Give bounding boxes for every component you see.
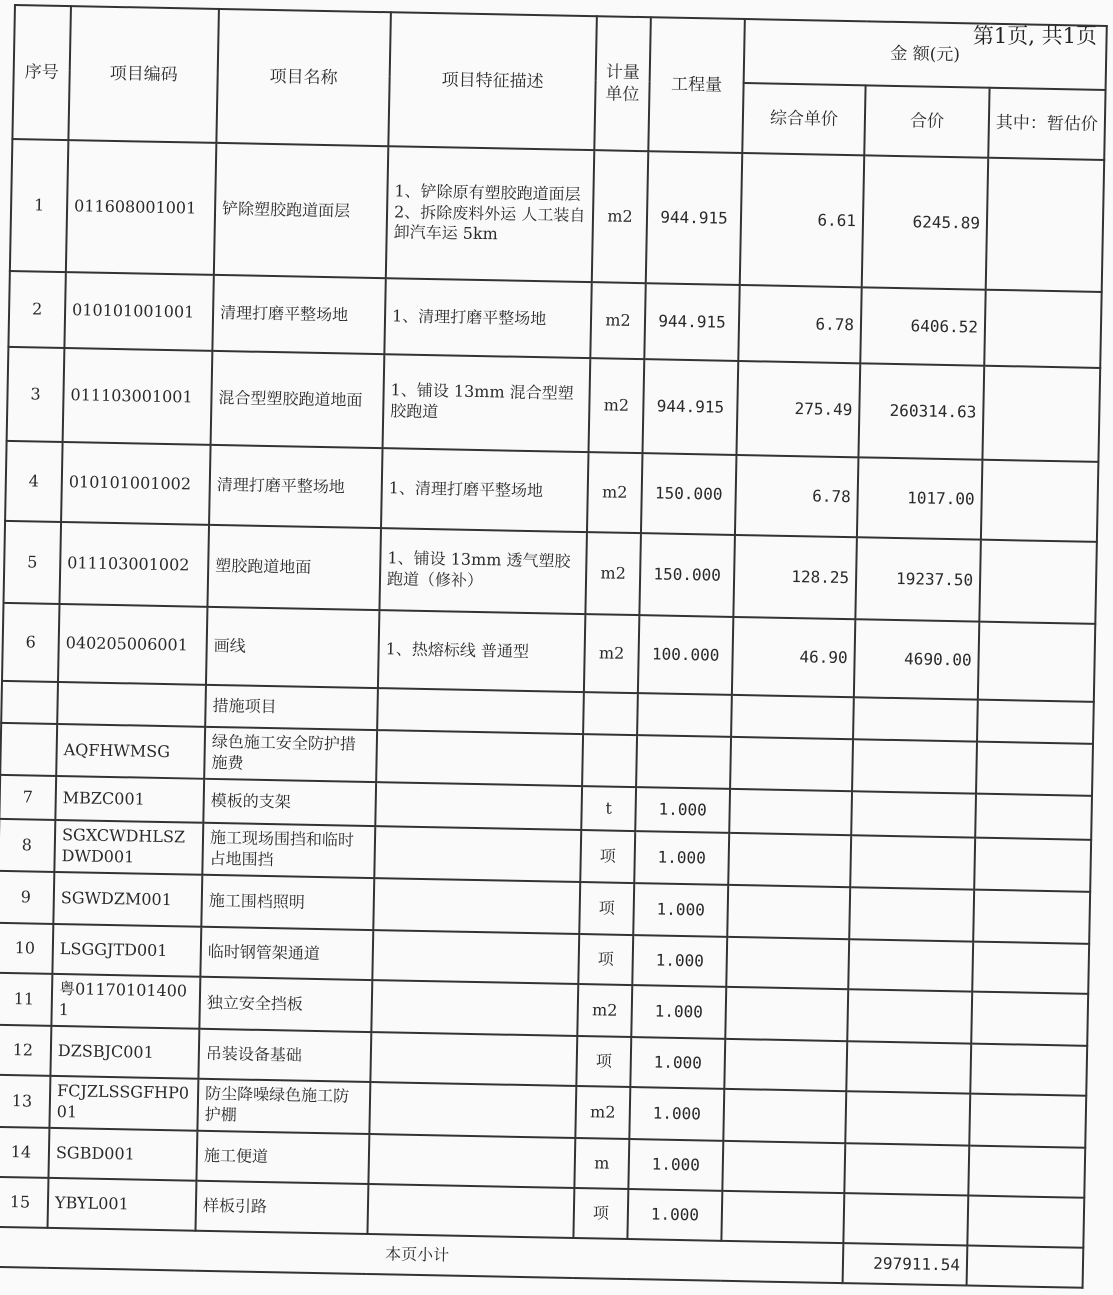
row-unit: 项 [579, 882, 634, 935]
row-name: 独立安全挡板 [199, 977, 372, 1032]
table-body [0, 139, 1104, 1248]
row-provisional [974, 838, 1091, 892]
row-provisional [986, 158, 1105, 292]
row-seq: 5 [4, 521, 62, 604]
row-seq [0, 723, 57, 776]
row-desc [367, 1184, 574, 1238]
row-unit: m2 [587, 452, 643, 533]
row-unit: 项 [580, 830, 635, 883]
row-unit-price: 6.61 [740, 153, 865, 287]
row-name: 措施项目 [205, 685, 378, 730]
row-code: 011608001001 [66, 140, 217, 275]
row-qty: 1.000 [631, 985, 726, 1039]
row-provisional [979, 540, 1097, 624]
row-unit-price: 46.90 [732, 617, 855, 697]
row-total: 19237.50 [855, 537, 981, 621]
row-name: 防尘降噪绿色施工防护棚 [197, 1079, 370, 1134]
row-unit-price [726, 937, 849, 989]
row-unit-price [723, 1089, 846, 1143]
row-provisional [971, 992, 1088, 1046]
table-row [10, 139, 1104, 292]
row-provisional [982, 366, 1100, 462]
row-code: MBZC001 [55, 776, 204, 823]
row-code: SGBD001 [48, 1128, 197, 1181]
row-qty [636, 735, 731, 789]
row-unit: 项 [578, 934, 633, 985]
row-seq: 10 [0, 923, 53, 974]
row-unit: 项 [576, 1036, 631, 1087]
row-unit-price [730, 737, 853, 791]
row-total: 260314.63 [858, 363, 984, 459]
row-name: 铲除塑胶跑道面层 [214, 143, 389, 278]
row-seq: 12 [0, 1025, 51, 1076]
row-seq: 9 [0, 871, 54, 924]
header-name: 项目名称 [216, 9, 391, 146]
row-desc: 1、铺设 13mm 透气塑胶跑道（修补） [379, 528, 587, 614]
row-desc [371, 980, 578, 1036]
row-total [851, 791, 976, 837]
row-provisional [978, 622, 1095, 702]
row-seq: 6 [2, 603, 59, 682]
row-qty: 1.000 [635, 787, 730, 833]
row-seq [1, 681, 58, 724]
row-unit: 项 [573, 1188, 628, 1239]
row-unit-price [729, 789, 852, 835]
header-qty: 工程量 [648, 17, 745, 153]
row-provisional [972, 942, 1089, 994]
row-unit [583, 692, 638, 735]
row-provisional [968, 1146, 1085, 1198]
row-desc [377, 688, 584, 734]
row-desc: 1、清理打磨平整场地 [384, 278, 591, 358]
row-provisional [984, 290, 1101, 368]
row-unit-price [725, 987, 848, 1041]
row-qty: 944.915 [646, 151, 743, 285]
row-qty: 944.915 [644, 283, 739, 361]
row-total: 1017.00 [857, 457, 983, 539]
subtotal-provisional [967, 1246, 1084, 1288]
row-provisional [981, 460, 1099, 542]
subtotal-label: 本页小计 [0, 1227, 843, 1283]
header-total: 合价 [864, 85, 989, 157]
row-unit: m2 [592, 150, 649, 283]
row-name: 施工现场围挡和临时占地围挡 [202, 823, 375, 878]
row-code: SGWDZM001 [53, 872, 202, 927]
row-unit: m2 [584, 614, 639, 693]
row-seq: 1 [10, 139, 69, 272]
page-number: 第1页, 共1页 [972, 24, 1097, 48]
row-desc [373, 878, 580, 934]
row-provisional [976, 742, 1093, 796]
row-code [57, 682, 206, 727]
row-unit-price [724, 1039, 847, 1091]
row-unit: m2 [585, 532, 641, 615]
row-provisional [967, 1196, 1084, 1248]
header-row-1 [14, 5, 1107, 90]
row-unit-price: 6.78 [735, 455, 859, 537]
row-desc: 1、清理打磨平整场地 [381, 448, 588, 532]
row-desc: 1、铲除原有塑胶跑道面层 2、拆除废料外运 人工装自卸汽车运 5km [386, 146, 594, 282]
row-name: 混合型塑胶跑道地面 [211, 351, 385, 448]
row-total: 6245.89 [862, 155, 989, 289]
row-qty: 150.000 [641, 453, 737, 535]
row-qty: 1.000 [628, 1139, 723, 1191]
row-seq: 14 [0, 1127, 49, 1178]
row-code: AQFHWMSG [56, 724, 205, 779]
row-code: 粤011701014001 [51, 974, 200, 1029]
row-seq: 7 [0, 775, 56, 820]
row-name: 塑胶跑道地面 [207, 525, 381, 610]
row-name: 施工便道 [196, 1131, 369, 1184]
row-code: LSGGJTD001 [52, 924, 201, 977]
row-provisional [973, 890, 1090, 944]
header-unit: 计量单位 [594, 16, 651, 151]
row-qty: 100.000 [638, 615, 733, 695]
header-desc: 项目特征描述 [388, 12, 597, 150]
row-total [843, 1193, 968, 1245]
row-qty: 1.000 [630, 1037, 725, 1089]
row-desc [374, 826, 581, 882]
header-provisional: 其中：暂估价 [988, 88, 1105, 160]
row-unit: m2 [590, 282, 645, 359]
row-seq: 2 [8, 271, 65, 348]
row-unit-price: 275.49 [736, 361, 860, 457]
subtotal-total: 297911.54 [843, 1243, 968, 1285]
row-desc [372, 930, 579, 984]
row-code: 010101001002 [61, 442, 211, 525]
row-provisional [970, 1044, 1087, 1096]
row-qty: 1.000 [632, 935, 727, 987]
row-code: DZSBJC001 [50, 1026, 199, 1079]
row-name: 吊装设备基础 [198, 1029, 371, 1082]
row-desc [376, 730, 583, 786]
row-total: 6406.52 [860, 287, 985, 365]
row-name: 画线 [206, 607, 379, 688]
row-total [849, 887, 974, 941]
row-name: 施工围档照明 [201, 875, 374, 930]
header-code: 项目编码 [68, 6, 219, 143]
row-qty: 944.915 [642, 359, 738, 455]
row-unit-price: 128.25 [733, 535, 857, 619]
row-seq: 13 [0, 1075, 50, 1128]
row-desc [375, 782, 582, 830]
row-code: 010101001001 [64, 272, 213, 351]
row-unit-price [728, 833, 851, 887]
header-amount: 金 额(元) [744, 19, 1107, 90]
row-total [844, 1143, 969, 1195]
row-seq: 15 [0, 1177, 48, 1228]
row-code: SGXCWDHLSZDWD001 [54, 820, 203, 875]
row-total [847, 989, 972, 1043]
header-seq: 序号 [12, 5, 71, 140]
row-name: 临时钢管架通道 [200, 927, 373, 980]
row-unit: m2 [575, 1086, 630, 1139]
row-desc: 1、铺设 13mm 混合型塑胶跑道 [383, 354, 591, 452]
row-code: 040205006001 [58, 604, 207, 685]
row-name: 绿色施工安全防护措施费 [204, 727, 377, 782]
row-unit [582, 734, 637, 787]
row-qty [637, 693, 732, 737]
row-desc [368, 1134, 575, 1188]
row-desc: 1、热熔标线 普通型 [378, 610, 585, 692]
row-qty: 1.000 [627, 1189, 722, 1241]
row-unit-price: 6.78 [738, 285, 861, 363]
row-seq: 4 [5, 441, 63, 522]
bill-of-quantities-table [0, 4, 1108, 1289]
row-seq: 3 [7, 347, 65, 442]
row-total: 4690.00 [854, 619, 979, 699]
row-name: 样板引路 [195, 1181, 368, 1234]
row-unit-price [731, 695, 854, 739]
row-code: 011103001001 [63, 348, 213, 445]
row-provisional [975, 794, 1092, 840]
row-name: 模板的支架 [203, 779, 376, 826]
header-unit-price: 综合单价 [742, 83, 865, 155]
row-unit: m2 [589, 358, 645, 453]
row-qty: 1.000 [634, 831, 729, 885]
row-seq: 8 [0, 819, 55, 872]
row-total [852, 739, 977, 793]
row-provisional [977, 700, 1094, 744]
row-unit-price [727, 885, 850, 939]
row-unit: m2 [577, 984, 632, 1037]
row-unit-price [721, 1191, 844, 1243]
row-code: 011103001002 [59, 522, 209, 607]
row-qty: 1.000 [629, 1087, 724, 1141]
row-total [845, 1091, 970, 1145]
row-seq: 11 [0, 973, 52, 1026]
row-unit-price [722, 1141, 845, 1193]
row-unit: m [574, 1138, 629, 1189]
row-code: FCJZLSSGFHP001 [49, 1076, 198, 1131]
row-total [850, 835, 975, 889]
row-code: YBYL001 [48, 1178, 197, 1231]
row-name: 清理打磨平整场地 [212, 275, 385, 354]
row-total [846, 1041, 971, 1093]
row-desc [370, 1032, 577, 1086]
row-total [853, 697, 978, 741]
row-total [848, 939, 973, 991]
row-provisional [969, 1094, 1086, 1148]
row-qty: 1.000 [633, 883, 728, 937]
row-desc [369, 1082, 576, 1138]
row-qty: 150.000 [639, 533, 735, 617]
row-name: 清理打磨平整场地 [209, 445, 383, 528]
row-unit: t [581, 786, 636, 831]
